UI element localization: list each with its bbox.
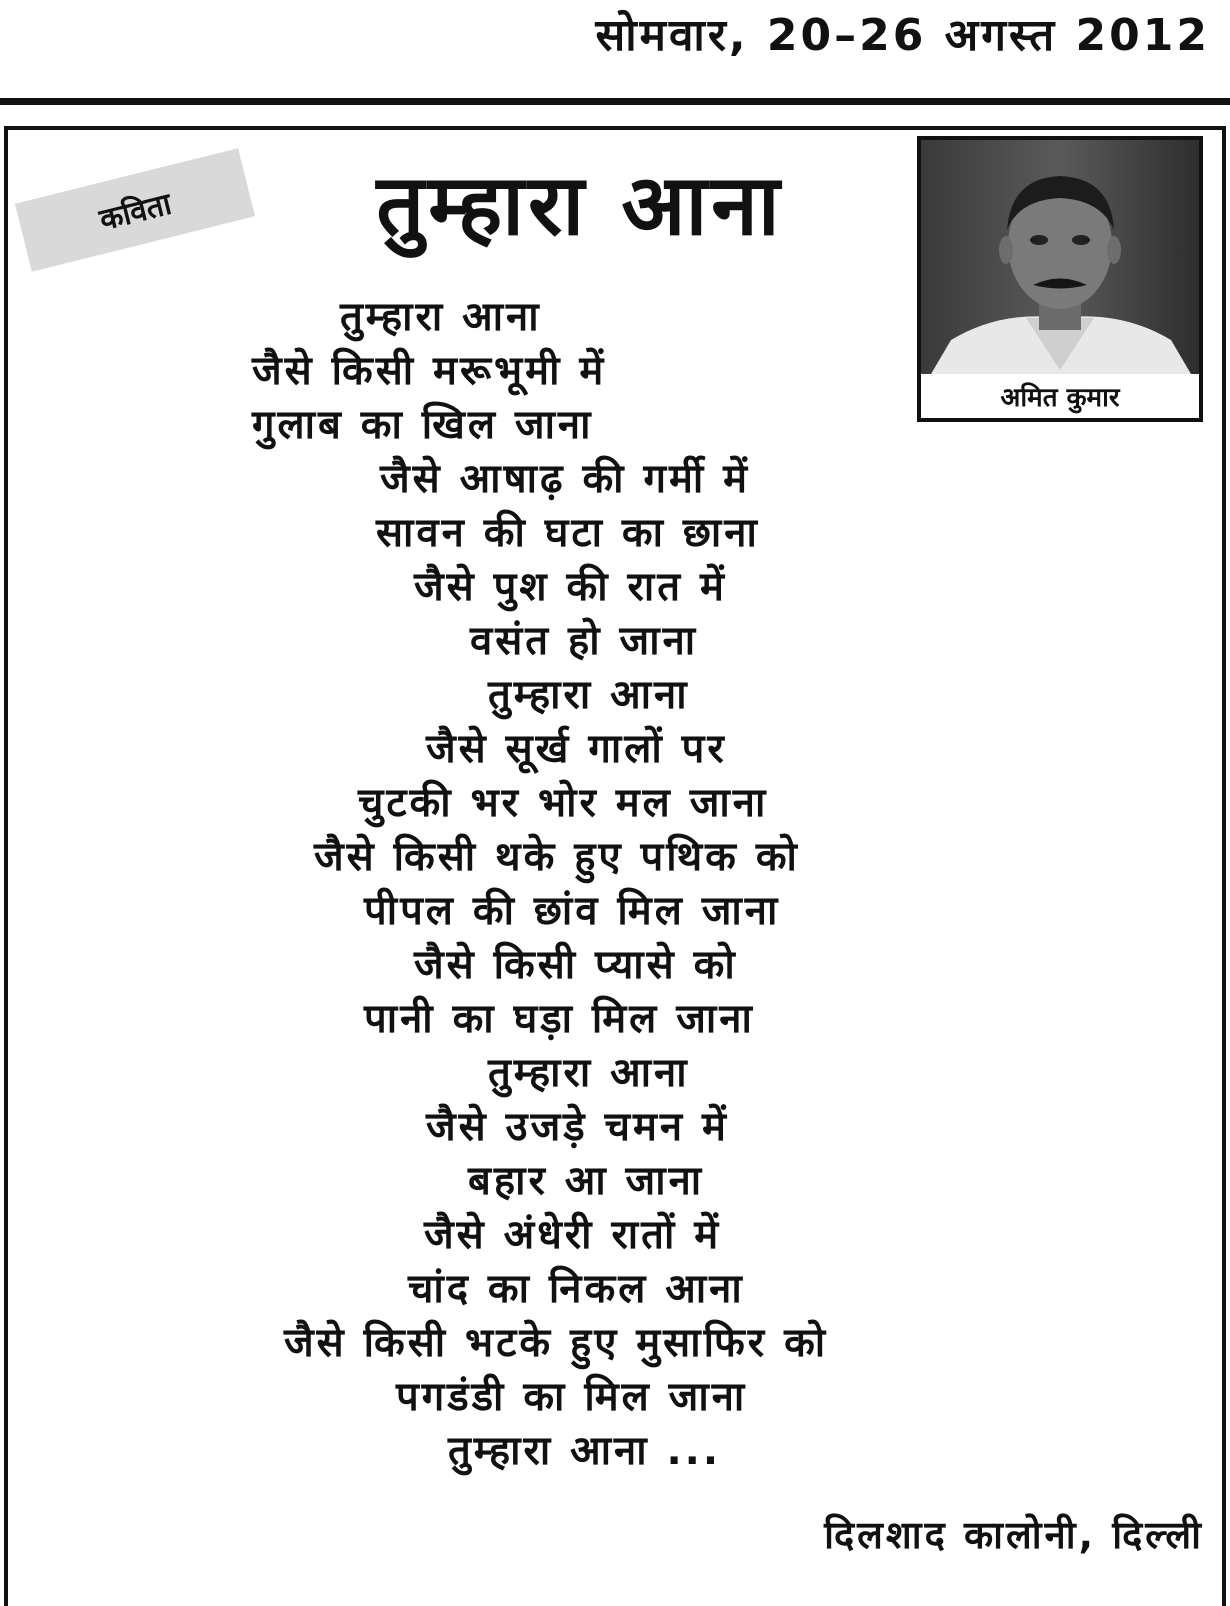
- poem-line: जैसे किसी प्यासे को: [414, 942, 738, 988]
- poem-line: तुम्हारा आना: [488, 1050, 690, 1096]
- header-rule: [0, 98, 1230, 105]
- genre-label: कविता: [96, 186, 175, 238]
- poem-line: जैसे आषाढ़ की गर्मी में: [380, 456, 751, 502]
- poem-line: जैसे पुश की रात में: [414, 564, 727, 610]
- poem-line: चुटकी भर भोर मल जाना: [358, 780, 769, 826]
- poem-line: पानी का घड़ा मिल जाना: [364, 996, 755, 1042]
- author-card: [917, 136, 1203, 422]
- author-location: दिलशाद कालोनी, दिल्ली: [824, 1513, 1204, 1557]
- poem-line: वसंत हो जाना: [470, 618, 699, 664]
- poem-line: चांद का निकल आना: [408, 1266, 745, 1312]
- poem-line: पीपल की छांव मिल जाना: [364, 888, 781, 934]
- poem-line: गुलाब का खिल जाना: [252, 402, 594, 448]
- poem-line: सावन की घटा का छाना: [376, 510, 760, 556]
- poem-line: जैसे किसी थके हुए पथिक को: [314, 834, 800, 880]
- poem-line: जैसे उजड़े चमन में: [426, 1104, 729, 1150]
- author-portrait-icon: [921, 140, 1199, 374]
- poem-line: तुम्हारा आना ...: [448, 1428, 722, 1474]
- poem-line: तुम्हारा आना: [488, 672, 690, 718]
- poem-line: तुम्हारा आना: [340, 294, 542, 340]
- poem-line: पगडंडी का मिल जाना: [396, 1374, 748, 1420]
- poem-line: जैसे अंधेरी रातों में: [424, 1212, 722, 1258]
- poem-line: जैसे किसी भटके हुए मुसाफिर को: [284, 1320, 829, 1366]
- poem-line: जैसे सूर्ख गालों पर: [426, 726, 727, 772]
- poem-title: तुम्हारा आना: [376, 156, 784, 254]
- author-name: अमित कुमार: [1000, 383, 1120, 413]
- dateline: सोमवार, 20–26 अगस्त 2012: [595, 10, 1210, 61]
- poem-line: जैसे किसी मरूभूमी में: [252, 348, 607, 394]
- poem-line: बहार आ जाना: [468, 1158, 705, 1204]
